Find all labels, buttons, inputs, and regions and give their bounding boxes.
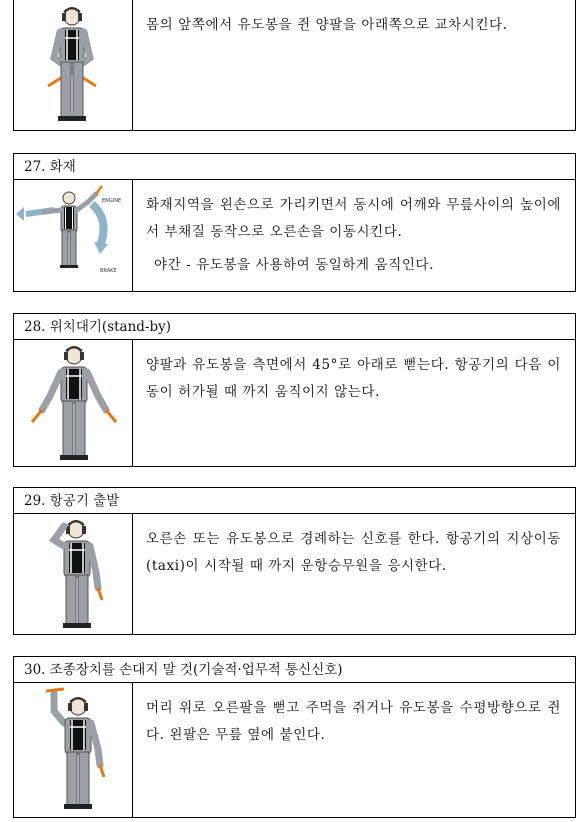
signal-description (133, 514, 575, 635)
section-title: 29. 항공기 출발 (14, 488, 575, 514)
engine-label: ENGINE (102, 198, 122, 204)
marshaller-figure-controls (14, 683, 133, 818)
description-line: 몸의 앞쪽에서 유도봉을 쥔 양팔을 아래쪽으로 교차시킨다. (146, 17, 508, 33)
brake-label: BRAKE (100, 268, 117, 274)
section-title: 28. 위치대기(stand-by) (14, 314, 575, 340)
signal-description (133, 683, 575, 818)
signal-table-crossed (13, 0, 576, 131)
description-line: 화재지역을 왼손으로 가리키면서 동시에 어깨와 무릎사이의 높이에서 부채질 동작으로 오른손을 이동시킨다. (146, 197, 561, 240)
section-title: 27. 화재 (14, 154, 575, 180)
signal-table-controls (13, 656, 576, 818)
marshaller-figure-standby (14, 340, 133, 467)
description-line: 오른손 또는 유도봉으로 경례하는 신호를 한다. 항공기의 지상이동(taxi)이 시작될 때 까지 운항승무원을 응시한다. (146, 531, 561, 574)
marshaller-figure-departure (14, 514, 133, 635)
signal-description (133, 340, 575, 467)
description-line: 머리 위로 오른팔을 뻗고 주먹을 쥐거나 유도봉을 수평방향으로 쥔다. 왼팔은 무릎 옆에 붙인다. (146, 700, 561, 743)
description-line: 양팔과 유도봉을 측면에서 45°로 아래로 뻗는다. 항공기의 다음 이동이 허가될 때 까지 움직이지 않는다. (146, 357, 561, 400)
marshaller-figure-fire (14, 180, 133, 292)
night-note: 야간 - 유도봉을 사용하여 동일하게 움직인다. (154, 257, 435, 273)
signal-description (133, 0, 575, 130)
signal-table-departure (13, 487, 576, 635)
marshaller-figure-crossed (14, 0, 133, 130)
signal-description (133, 180, 575, 292)
section-title: 30. 조종장치를 손대지 말 것(기술적·업무적 통신신호) (14, 657, 575, 683)
signal-table-fire (13, 153, 576, 292)
signal-table-standby (13, 313, 576, 467)
